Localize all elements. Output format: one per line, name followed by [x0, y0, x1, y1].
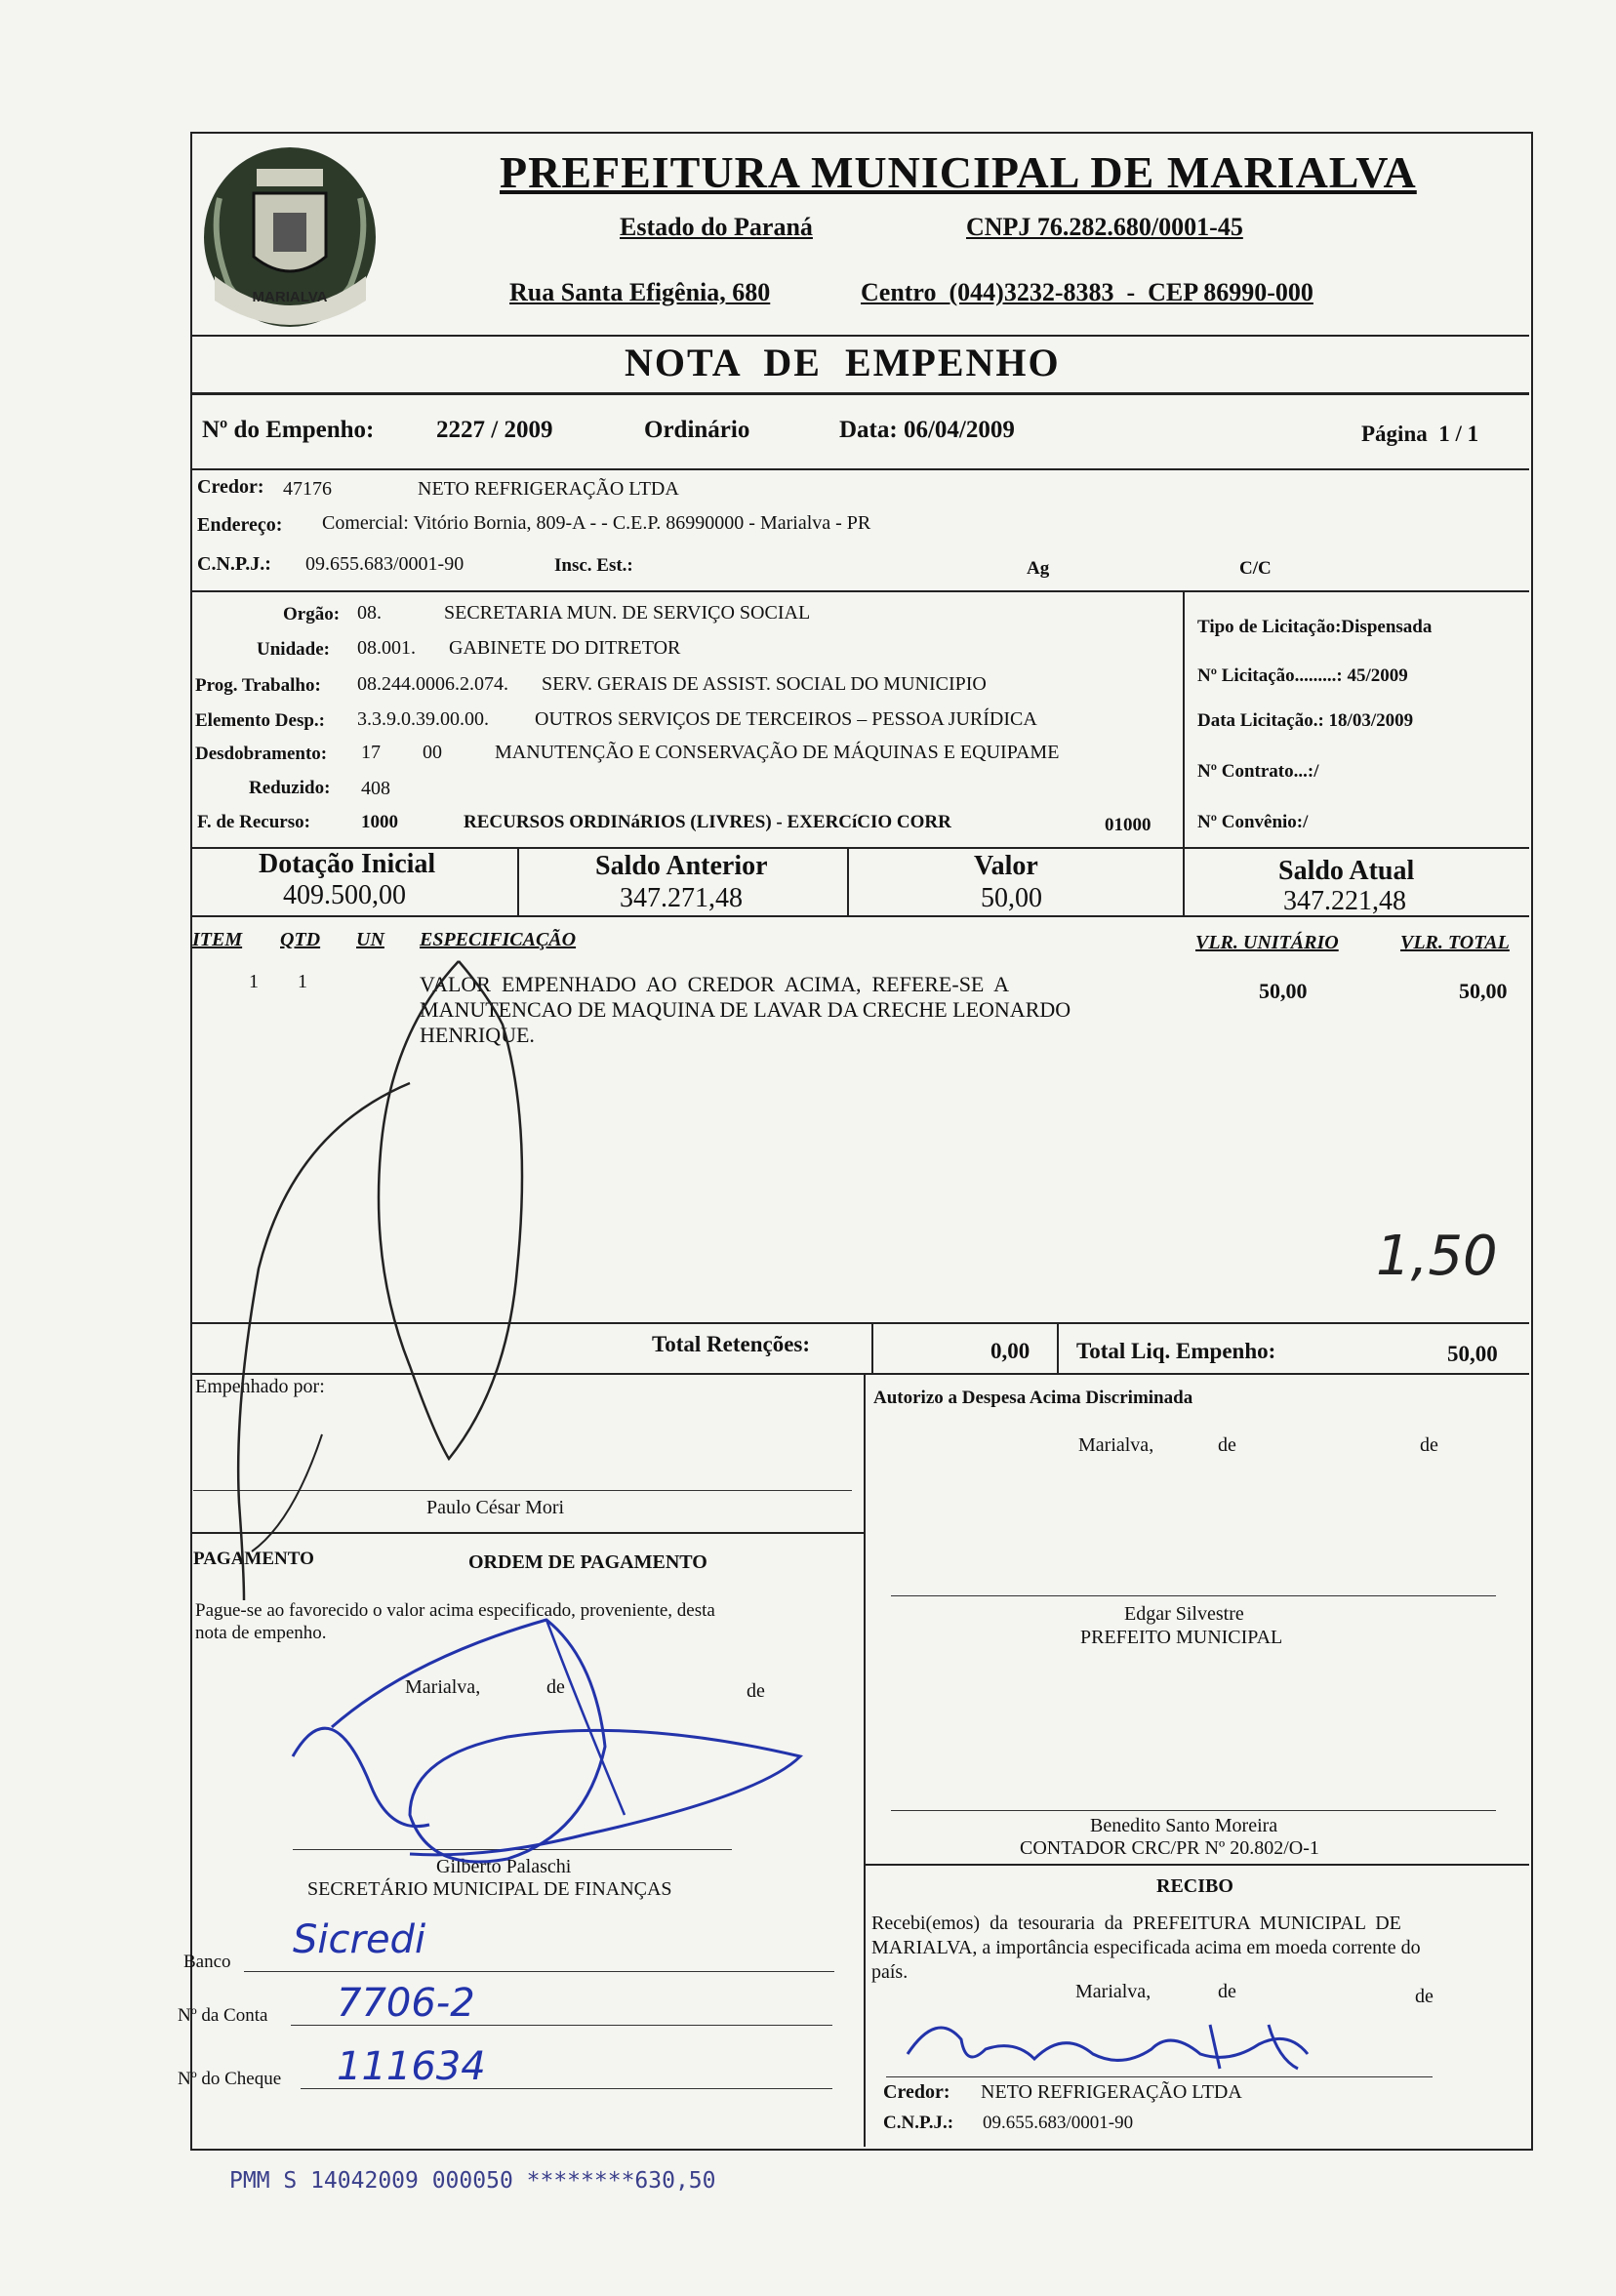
autorizo-de2: de: [1420, 1434, 1438, 1456]
cnpj-label: C.N.P.J.:: [197, 553, 271, 575]
empenho-type: Ordinário: [644, 417, 750, 443]
recibo-city: Marialva,: [1075, 1981, 1151, 2002]
prefeito-name: Edgar Silvestre: [1124, 1603, 1244, 1625]
item-desc-line3: HENRIQUE.: [420, 1023, 535, 1047]
prog-code: 08.244.0006.2.074.: [357, 673, 508, 695]
convenio-number: Nº Convênio:/: [1197, 812, 1309, 832]
autorizo-de1: de: [1218, 1434, 1236, 1456]
credor-name: NETO REFRIGERAÇÃO LTDA: [418, 478, 679, 500]
fonte-label: F. de Recurso:: [197, 812, 310, 832]
svg-text:MARIALVA: MARIALVA: [252, 289, 328, 305]
col-un: UN: [356, 929, 384, 950]
pagamento-text-line1: Pague-se ao favorecido o valor acima especificado, proveniente, desta: [195, 1600, 715, 1621]
item-qty: 1: [298, 971, 307, 992]
unidade-code: 08.001.: [357, 637, 416, 659]
item-number: 1: [249, 971, 259, 992]
credor-address: Comercial: Vitório Bornia, 809-A - - C.E.P. 86990000 - Marialva - PR: [322, 512, 871, 534]
endereco-label: Endereço:: [197, 514, 283, 536]
autorizo-city: Marialva,: [1078, 1434, 1154, 1456]
licitacao-date: Data Licitação.: 18/03/2009: [1197, 710, 1414, 731]
prog-label: Prog. Trabalho:: [195, 675, 321, 696]
autorizo-text: Autorizo a Despesa Acima Discriminada: [873, 1388, 1193, 1408]
pagamento-label: PAGAMENTO: [193, 1549, 314, 1569]
header-cnpj: CNPJ 76.282.680/0001-45: [966, 213, 1243, 241]
credor-code: 47176: [283, 478, 332, 500]
handwritten-mark: 1,50: [1376, 1225, 1498, 1288]
secretario-name: Gilberto Palaschi: [436, 1856, 572, 1877]
saldo-anterior-label: Saldo Anterior: [595, 851, 768, 881]
contract-number: Nº Contrato...:/: [1197, 761, 1319, 782]
recibo-text-line2: MARIALVA, a importância especificada acima em moeda corrente do: [871, 1937, 1421, 1958]
recibo-cnpj-value: 09.655.683/0001-90: [983, 2113, 1134, 2133]
item-total-value: 50,00: [1459, 979, 1508, 1003]
prog-name: SERV. GERAIS DE ASSIST. SOCIAL DO MUNICIPIO: [542, 673, 987, 695]
pagamento-city: Marialva,: [405, 1676, 481, 1698]
header-address: Centro (044)3232-8383 - CEP 86990-000: [861, 278, 1313, 306]
total-liq-label: Total Liq. Empenho:: [1076, 1339, 1276, 1363]
ordem-pagamento-label: ORDEM DE PAGAMENTO: [468, 1551, 707, 1573]
empenhado-name: Paulo César Mori: [426, 1497, 565, 1518]
recibo-credor-name: NETO REFRIGERAÇÃO LTDA: [981, 2081, 1242, 2103]
item-unit-value: 50,00: [1259, 979, 1308, 1003]
pagamento-de2: de: [747, 1680, 765, 1702]
conta-label: Nº da Conta: [178, 2005, 268, 2026]
recibo-text-line1: Recebi(emos) da tesouraria da PREFEITURA MUNICIPAL DE: [871, 1913, 1401, 1934]
empenhado-label: Empenhado por:: [195, 1376, 325, 1397]
elemento-code: 3.3.9.0.39.00.00.: [357, 708, 489, 730]
elemento-label: Elemento Desp.:: [195, 710, 325, 731]
col-especificacao: ESPECIFICAÇÃO: [420, 929, 577, 950]
empenho-number-label: Nº do Empenho:: [202, 417, 375, 443]
reduzido-code: 408: [361, 778, 390, 799]
header-street: Rua Santa Efigênia, 680: [509, 278, 771, 306]
saldo-atual-label: Saldo Atual: [1278, 856, 1415, 886]
desdobramento-label: Desdobramento:: [195, 744, 328, 764]
contador-title: CONTADOR CRC/PR Nº 20.802/O-1: [1020, 1837, 1319, 1859]
orgao-label: Orgão:: [283, 604, 341, 624]
agency-label: Ag: [1027, 558, 1050, 579]
recibo-credor-label: Credor:: [883, 2081, 950, 2103]
account-label: C/C: [1239, 558, 1272, 579]
payment-stamp: PMM S 14042009 000050 ********630,50: [229, 2168, 716, 2194]
empenho-number: 2227 / 2009: [436, 417, 553, 443]
orgao-name: SECRETARIA MUN. DE SERVIÇO SOCIAL: [444, 602, 811, 624]
col-item: ITEM: [192, 929, 243, 950]
saldo-anterior-value: 347.271,48: [620, 883, 743, 913]
dotacao-inicial-label: Dotação Inicial: [259, 849, 436, 879]
fonte-code: 1000: [361, 812, 398, 832]
licitacao-type: Tipo de Licitação:Dispensada: [1197, 617, 1433, 637]
licitacao-number: Nº Licitação.........: 45/2009: [1197, 665, 1408, 686]
retencoes-label: Total Retenções:: [652, 1332, 811, 1356]
municipality-title: PREFEITURA MUNICIPAL DE MARIALVA: [500, 147, 1417, 197]
recibo-cnpj-label: C.N.P.J.:: [883, 2113, 954, 2133]
valor-value: 50,00: [981, 883, 1042, 913]
col-total-value: VLR. TOTAL: [1400, 932, 1510, 953]
recibo-de2: de: [1415, 1986, 1434, 2007]
recibo-text-line3: país.: [871, 1961, 909, 1983]
doc-title: NOTA DE EMPENHO: [625, 341, 1061, 384]
recibo-de1: de: [1218, 1981, 1236, 2002]
recibo-title: RECIBO: [1156, 1875, 1233, 1897]
credor-label: Credor:: [197, 476, 264, 498]
credor-cnpj: 09.655.683/0001-90: [305, 553, 465, 575]
item-desc-line2: MANUTENCAO DE MAQUINA DE LAVAR DA CRECHE LEONARDO: [420, 997, 1071, 1022]
insc-est-label: Insc. Est.:: [554, 555, 633, 576]
cheque-handwritten: 111634: [337, 2044, 486, 2089]
page-number: Página 1 / 1: [1361, 422, 1479, 446]
item-desc-line1: VALOR EMPENHADO AO CREDOR ACIMA, REFERE-SE A: [420, 972, 1010, 996]
conta-handwritten: 7706-2: [337, 1981, 475, 2026]
reduzido-label: Reduzido:: [249, 778, 331, 798]
valor-label: Valor: [974, 851, 1038, 881]
saldo-atual-value: 347.221,48: [1283, 886, 1406, 916]
state-name: Estado do Paraná: [620, 213, 813, 241]
pagamento-de1: de: [546, 1676, 565, 1698]
total-liq-value: 50,00: [1447, 1342, 1498, 1366]
col-qtd: QTD: [280, 929, 321, 950]
fonte-name: RECURSOS ORDINáRIOS (LIVRES) - EXERCíCIO CORR: [464, 812, 951, 832]
prefeito-title: PREFEITO MUNICIPAL: [1080, 1627, 1283, 1648]
col-unit-value: VLR. UNITÁRIO: [1195, 932, 1339, 953]
dotacao-inicial-value: 409.500,00: [283, 880, 406, 910]
cheque-label: Nº do Cheque: [178, 2069, 282, 2089]
fonte-number: 01000: [1105, 815, 1151, 835]
empenho-date: Data: 06/04/2009: [839, 417, 1015, 443]
unidade-name: GABINETE DO DITRETOR: [449, 637, 681, 659]
contador-name: Benedito Santo Moreira: [1090, 1815, 1278, 1836]
desdobramento-name: MANUTENÇÃO E CONSERVAÇÃO DE MÁQUINAS E EQUIPAME: [495, 742, 1060, 763]
elemento-name: OUTROS SERVIÇOS DE TERCEIROS – PESSOA JURÍDICA: [535, 708, 1037, 730]
retencoes-value: 0,00: [990, 1339, 1030, 1363]
banco-label: Banco: [183, 1952, 231, 1972]
pagamento-text-line2: nota de empenho.: [195, 1623, 327, 1643]
orgao-code: 08.: [357, 602, 382, 624]
desdobramento-sub: 00: [423, 742, 442, 763]
desdobramento-code: 17: [361, 742, 381, 763]
banco-handwritten: Sicredi: [293, 1917, 426, 1962]
secretario-title: SECRETÁRIO MUNICIPAL DE FINANÇAS: [307, 1878, 672, 1900]
unidade-label: Unidade:: [257, 639, 330, 660]
